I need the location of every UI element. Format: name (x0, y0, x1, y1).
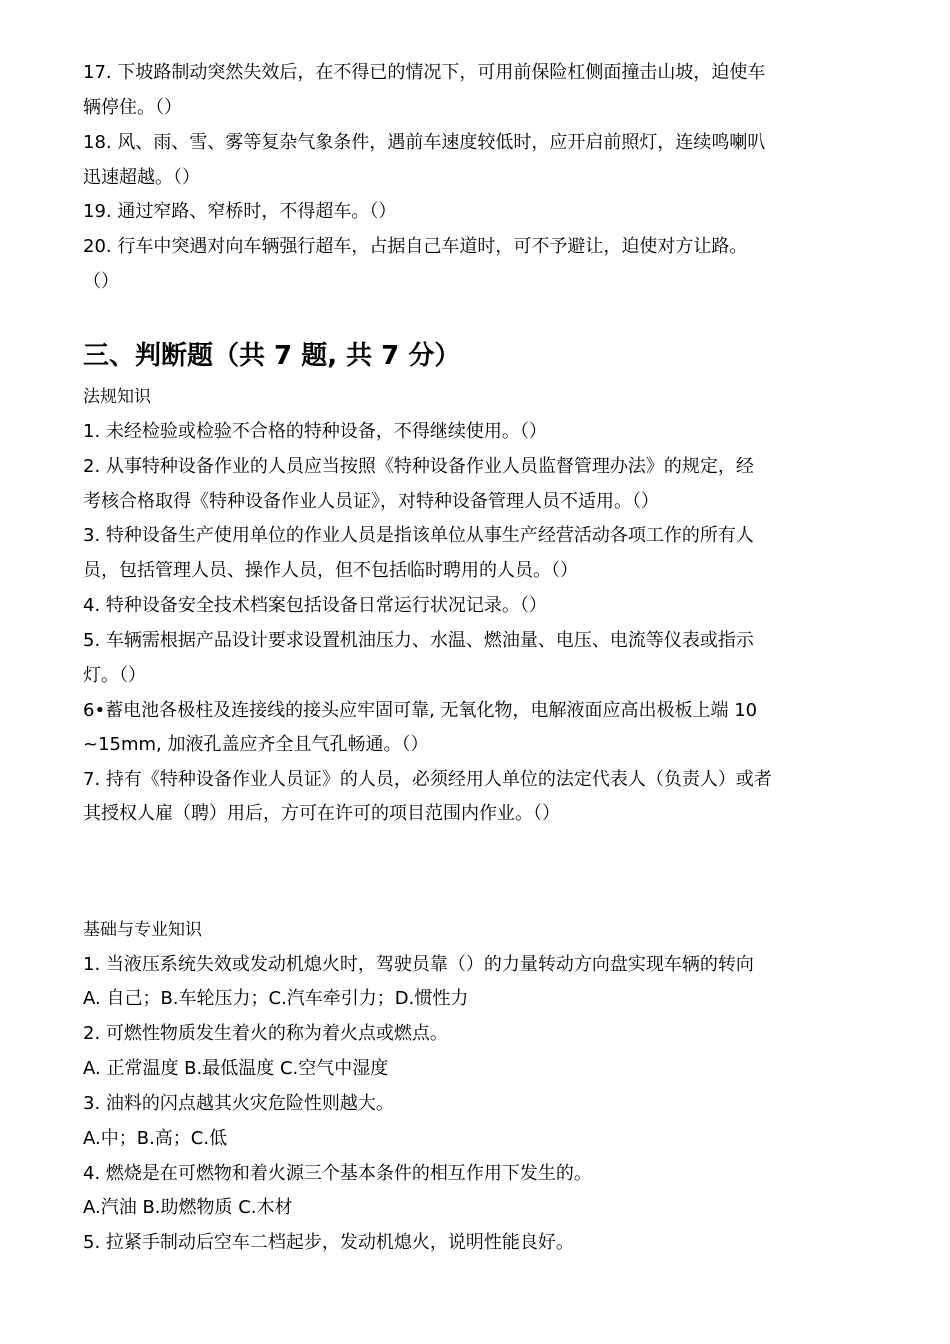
judgement-1-line-1: 1. 未经检验或检验不合格的特种设备，不得继续使用。（） (83, 421, 547, 442)
judgement-7-line-2: 其授权人雇（聘）用后，方可在许可的项目范围内作业。（） (83, 803, 560, 824)
basics-question-2: 2. 可燃性物质发生着火的称为着火点或燃点。 (83, 1023, 448, 1044)
judgement-2-line-1: 2. 从事特种设备作业的人员应当按照《特种设备作业人员监督管理办法》的规定，经 (83, 456, 754, 477)
judgement-2-line-2: 考核合格取得《特种设备作业人员证》，对特种设备管理人员不适用。（） (83, 491, 659, 512)
question-19-line-1: 19. 通过窄路、窄桥时，不得超车。（） (83, 201, 397, 222)
basics-question-2-options: A. 正常温度 B.最低温度 C.空气中湿度 (83, 1058, 389, 1079)
judgement-7-line-1: 7. 持有《特种设备作业人员证》的人员，必须经用人单位的法定代表人（负责人）或者 (83, 769, 772, 790)
judgement-4-line-1: 4. 特种设备安全技术档案包括设备日常运行状况记录。（） (83, 595, 547, 616)
section-three-heading: 三、判断题（共 7 题, 共 7 分） (83, 341, 461, 371)
basics-question-1-options: A. 自己；B.车轮压力；C.汽车牵引力；D.惯性力 (83, 988, 469, 1009)
basics-question-3: 3. 油料的闪点越其火灾危险性则越大。 (83, 1093, 394, 1114)
basics-question-1: 1. 当液压系统失效或发动机熄火时，驾驶员靠（）的力量转动方向盘实现车辆的转向 (83, 954, 754, 975)
basics-question-3-options: A.中；B.高；C.低 (83, 1128, 228, 1149)
question-20-line-1: 20. 行车中突遇对向车辆强行超车，占据自己车道时，可不予避让，迫使对方让路。 (83, 236, 748, 257)
basics-knowledge-label: 基础与专业知识 (83, 920, 202, 940)
question-18-line-2: 迅速超越。（） (83, 167, 200, 188)
basics-question-5: 5. 拉紧手制动后空车二档起步，发动机熄火，说明性能良好。 (83, 1232, 574, 1253)
question-17-line-2: 辆停住。（） (83, 97, 182, 118)
judgement-6-line-2: ~15mm, 加液孔盖应齐全且气孔畅通。（） (83, 734, 429, 755)
question-18-line-1: 18. 风、雨、雪、雾等复杂气象条件，遇前车速度较低时，应开启前照灯，连续鸣喇叭 (83, 132, 766, 153)
question-20-line-2: （） (83, 271, 119, 292)
judgement-5-line-2: 灯。（） (83, 665, 146, 686)
question-17-line-1: 17. 下坡路制动突然失效后，在不得已的情况下，可用前保险杠侧面撞击山坡，迫使车 (83, 62, 766, 83)
law-knowledge-label: 法规知识 (83, 387, 151, 407)
basics-question-4: 4. 燃烧是在可燃物和着火源三个基本条件的相互作用下发生的。 (83, 1163, 592, 1184)
judgement-3-line-2: 员，包括管理人员、操作人员，但不包括临时聘用的人员。（） (83, 560, 578, 581)
judgement-3-line-1: 3. 特种设备生产使用单位的作业人员是指该单位从事生产经营活动各项工作的所有人 (83, 525, 754, 546)
judgement-5-line-1: 5. 车辆需根据产品设计要求设置机油压力、水温、燃油量、电压、电流等仪表或指示 (83, 630, 754, 651)
basics-question-4-options: A.汽油 B.助燃物质 C.木材 (83, 1197, 293, 1218)
judgement-6-line-1: 6•蓄电池各极柱及连接线的接头应牢固可靠, 无氧化物，电解液面应高出极板上端 10 (83, 700, 758, 721)
